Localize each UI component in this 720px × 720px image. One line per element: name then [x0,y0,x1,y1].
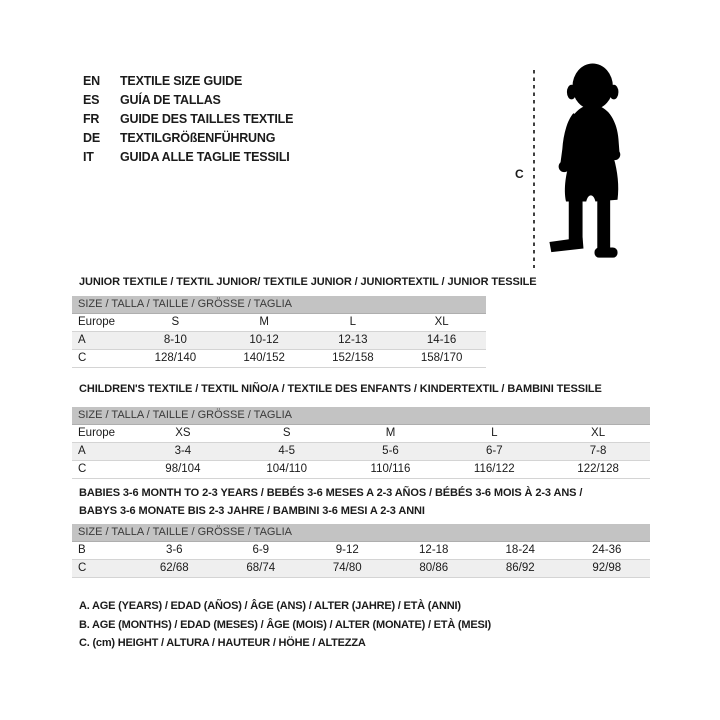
row-label: A [78,334,86,346]
row-cell: 104/110 [266,463,308,475]
table-row [72,560,650,578]
toddler-silhouette-image [543,60,635,275]
row-label: A [78,445,86,457]
row-cell: 14-16 [426,334,457,346]
language-code: IT [83,150,94,164]
table-row [72,542,650,560]
table-title: JUNIOR TEXTILE / TEXTIL JUNIOR/ TEXTILE JUNIOR / JUNIORTEXTIL / JUNIOR TESSILE [79,276,537,288]
language-label: GUIDA ALLE TAGLIE TESSILI [120,150,290,164]
language-label: TEXTILE SIZE GUIDE [120,74,243,88]
language-label: GUIDE DES TAILLES TEXTILE [120,112,294,126]
table-title-line2: BABYS 3-6 MONATE BIS 2-3 JAHRE / BAMBINI 3-6 MESI A 2-3 ANNI [79,505,425,517]
table-row [72,314,486,332]
table-row [72,332,486,350]
table-size-header: SIZE / TALLA / TAILLE / GRÖSSE / TAGLIA [72,296,486,314]
row-cell: 68/74 [246,562,276,574]
language-code: ES [83,93,100,107]
language-row [83,72,293,91]
table-title: BABIES 3-6 MONTH TO 2-3 YEARS / BEBÉS 3-6 MESES A 2-3 AÑOS / BÉBÉS 3-6 MOIS À 2-3 ANS / [79,487,583,499]
language-code: FR [83,112,100,126]
height-dashed-line [533,70,535,268]
table-size-header: SIZE / TALLA / TAILLE / GRÖSSE / TAGLIA [72,524,650,542]
row-cell: M [385,427,396,439]
row-cell: 158/170 [420,352,463,364]
row-cell: 8-10 [163,334,187,346]
row-cell: XL [591,427,606,439]
row-cell: 110/116 [370,463,411,475]
row-cell: 86/92 [505,562,535,574]
row-cell: 128/140 [154,352,197,364]
row-cell: M [259,316,269,328]
row-cell: 140/152 [243,352,285,364]
row-cell: 116/122 [473,463,515,475]
language-row [83,91,293,110]
row-cell: 12-18 [419,544,449,556]
row-cell: 4-5 [278,445,295,457]
row-cell: 18-24 [505,544,535,556]
legend-note: B. AGE (MONTHS) / EDAD (MESES) / ÂGE (MOIS) / ALTER (MONATE) / ETÀ (MESI) [79,618,491,631]
legend-note: C. (cm) HEIGHT / ALTURA / HAUTEUR / HÖHE / ALTEZZA [79,637,366,649]
table-size-header: SIZE / TALLA / TAILLE / GRÖSSE / TAGLIA [72,407,650,425]
legend-note: A. AGE (YEARS) / EDAD (AÑOS) / ÂGE (ANS) / ALTER (JAHRE) / ETÀ (ANNI) [79,600,461,612]
row-label: C [78,562,87,574]
row-cell: L [491,427,498,439]
row-cell: 62/68 [159,562,189,574]
row-cell: 98/104 [165,463,201,475]
row-cell: 9-12 [335,544,359,556]
row-cell: 10-12 [249,334,279,346]
row-cell: 24-36 [592,544,622,556]
row-cell: 3-4 [174,445,192,457]
row-label: C [78,352,87,364]
row-cell: 122/128 [577,463,619,475]
legend-notes [79,597,491,653]
table-title: CHILDREN'S TEXTILE / TEXTIL NIÑO/A / TEXTILE DES ENFANTS / KINDERTEXTIL / BAMBINI TESSILE [79,383,602,395]
language-code: EN [83,74,100,88]
row-cell: 92/98 [592,562,622,574]
row-cell: 5-6 [382,445,399,457]
language-code: DE [83,131,100,145]
table-row [72,350,486,368]
row-cell: 74/80 [332,562,362,574]
row-cell: 3-6 [165,544,183,556]
height-label-c: C [515,167,524,181]
row-cell: 152/158 [332,352,374,364]
language-row [83,110,293,129]
size-table [72,383,650,479]
row-label: B [78,544,86,556]
row-cell: 80/86 [419,562,449,574]
row-cell: 7-8 [589,445,607,457]
language-list [83,72,293,167]
language-row [83,129,293,148]
row-label: C [78,463,87,475]
table-row [72,443,650,461]
row-label: Europe [78,316,116,328]
row-cell: L [349,316,357,328]
language-label: TEXTILGRÖßENFÜHRUNG [120,131,276,145]
row-cell: 6-7 [485,445,503,457]
table-row [72,461,650,479]
table-row [72,425,650,443]
row-cell: 12-13 [338,334,368,346]
row-cell: XS [175,427,191,439]
language-label: GUÍA DE TALLAS [120,93,221,107]
row-label: Europe [78,427,116,439]
row-cell: S [171,316,180,328]
size-table [72,276,537,368]
size-table [72,484,650,578]
row-cell: 6-9 [252,544,270,556]
language-row [83,148,293,167]
row-cell: XL [434,316,449,328]
row-cell: S [282,427,291,439]
